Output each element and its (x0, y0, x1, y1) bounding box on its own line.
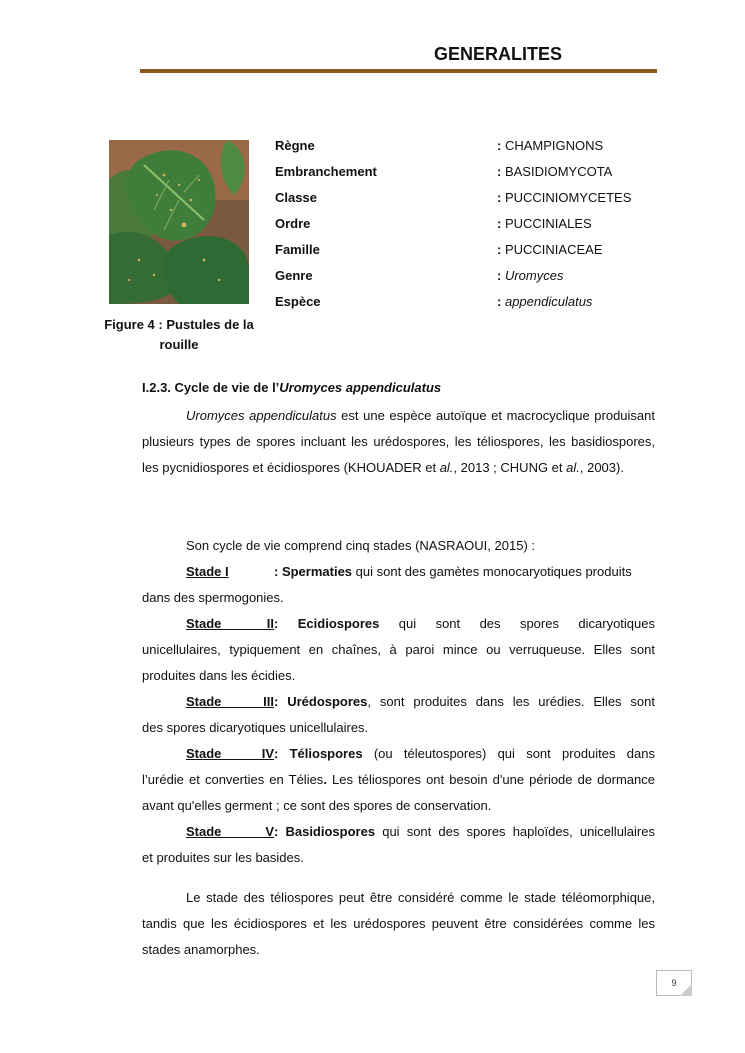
page-fold-corner (680, 984, 692, 996)
stage-name: : Ecidiospores (274, 616, 380, 631)
stage-continuation: unicellulaires, typiquement en chaînes, à paroi mince ou verruqueuse. Elles sont produites dans les écidies. (142, 642, 655, 683)
stage-name: : Basidiospores (274, 824, 376, 839)
stage-continuation: des spores dicaryotiques unicellulaires. (142, 720, 369, 735)
page-header-title: GENERALITES (434, 44, 563, 64)
taxonomy-value: BASIDIOMYCOTA (504, 164, 613, 179)
stage-2 (142, 611, 655, 689)
taxonomy-row-famille (275, 240, 675, 266)
taxonomy-value: CHAMPIGNONS (504, 138, 604, 153)
stage-continuation: dans des spermogonies. (142, 590, 284, 605)
page-number: 9 (656, 970, 692, 996)
section-species: Uromyces appendiculatus (279, 380, 442, 395)
taxonomy-separator: : (497, 190, 502, 205)
para1-al1: al. (439, 460, 454, 475)
paragraph-intro (142, 403, 655, 481)
para1-end: , 2003). (579, 460, 624, 475)
stage-cont-b: . (323, 772, 327, 787)
stage-3 (142, 689, 655, 741)
stage-desc: qui sont des gamètes monocaryotiques produits (352, 564, 632, 579)
taxonomy-label: Classe (275, 190, 317, 205)
taxonomy-separator: : (497, 268, 502, 283)
taxonomy-value: PUCCINIACEAE (504, 242, 603, 257)
taxonomy-label: Famille (275, 242, 320, 257)
taxonomy-label: Genre (275, 268, 313, 283)
stage-label: Stade V (186, 824, 274, 839)
para1-species: Uromyces appendiculatus (186, 408, 337, 423)
taxonomy-label: Règne (275, 138, 315, 153)
stage-label: Stade IV (186, 746, 274, 761)
paragraph-cycle: Son cycle de vie comprend cinq stades (NASRAOUI, 2015) : (186, 538, 535, 553)
taxonomy-label: Espèce (275, 294, 321, 309)
taxonomy-value: Uromyces (504, 268, 564, 283)
header-rule (140, 69, 657, 73)
stage-5 (142, 819, 655, 871)
taxonomy-row-classe (275, 188, 675, 214)
taxonomy-table (275, 136, 675, 318)
stage-4 (142, 741, 655, 819)
stage-desc: , sont produites dans les urédies. Elles sont (367, 694, 655, 709)
stage-desc: (ou téleutospores) qui sont produites dans (362, 746, 655, 761)
stage-name: : Spermaties (274, 564, 353, 579)
figure-caption: Figure 4 : Pustules de la rouille (104, 317, 254, 352)
taxonomy-value: PUCCINIOMYCETES (504, 190, 632, 205)
stage-1 (142, 559, 655, 611)
taxonomy-row-ordre (275, 214, 675, 240)
taxonomy-label: Ordre (275, 216, 311, 231)
para1-mid: , 2013 ; CHUNG et (453, 460, 567, 475)
stage-name: : Urédospores (274, 694, 368, 709)
taxonomy-label: Embranchement (275, 164, 377, 179)
stage-continuation: et produites sur les basides. (142, 850, 304, 865)
rust-pustules-photo (109, 140, 249, 304)
stage-label: Stade I (186, 564, 229, 579)
taxonomy-separator: : (497, 164, 502, 179)
stage-cont-c: Les téliospores ont besoin d'une période de dormance avant qu'elles germent ; ce sont des spores de conservation. (142, 772, 655, 813)
stage-label: Stade II (186, 616, 274, 631)
para1-al2: al. (566, 460, 580, 475)
taxonomy-row-embranchement (275, 162, 675, 188)
stage-desc: qui sont des spores haploïdes, unicellulaires (375, 824, 655, 839)
taxonomy-value: appendiculatus (504, 294, 593, 309)
taxonomy-separator: : (497, 138, 502, 153)
stage-label: Stade III (186, 694, 274, 709)
section-heading (142, 380, 441, 395)
stage-name: : Téliospores (274, 746, 363, 761)
stage-cont-a: l’urédie et converties en Télies (142, 772, 324, 787)
taxonomy-separator: : (497, 242, 502, 257)
taxonomy-row-regne (275, 136, 675, 162)
stage-continuation (142, 767, 655, 819)
taxonomy-separator: : (497, 216, 502, 231)
taxonomy-row-genre (275, 266, 675, 292)
taxonomy-row-espece (275, 292, 675, 318)
taxonomy-value: PUCCINIALES (504, 216, 592, 231)
leaf-photo-illustration (109, 140, 249, 304)
paragraph-conclusion: Le stade des téliospores peut être considéré comme le stade téléomorphique, tandis que les écidiospores et les urédospores peuvent être considérées comme les stades anamorphes. (142, 890, 655, 957)
stage-desc: qui sont des spores dicaryotiques (379, 616, 655, 631)
para1-text: est une espèce autoïque et macrocyclique produisant plusieurs types de spores incluant les urédospores, les téliospores, les basidiospores, les pycnidiospores et écidiospores (KHOUADER et (142, 408, 655, 475)
taxonomy-separator: : (497, 294, 502, 309)
section-number: I.2.3. Cycle de vie de l’ (142, 380, 280, 395)
